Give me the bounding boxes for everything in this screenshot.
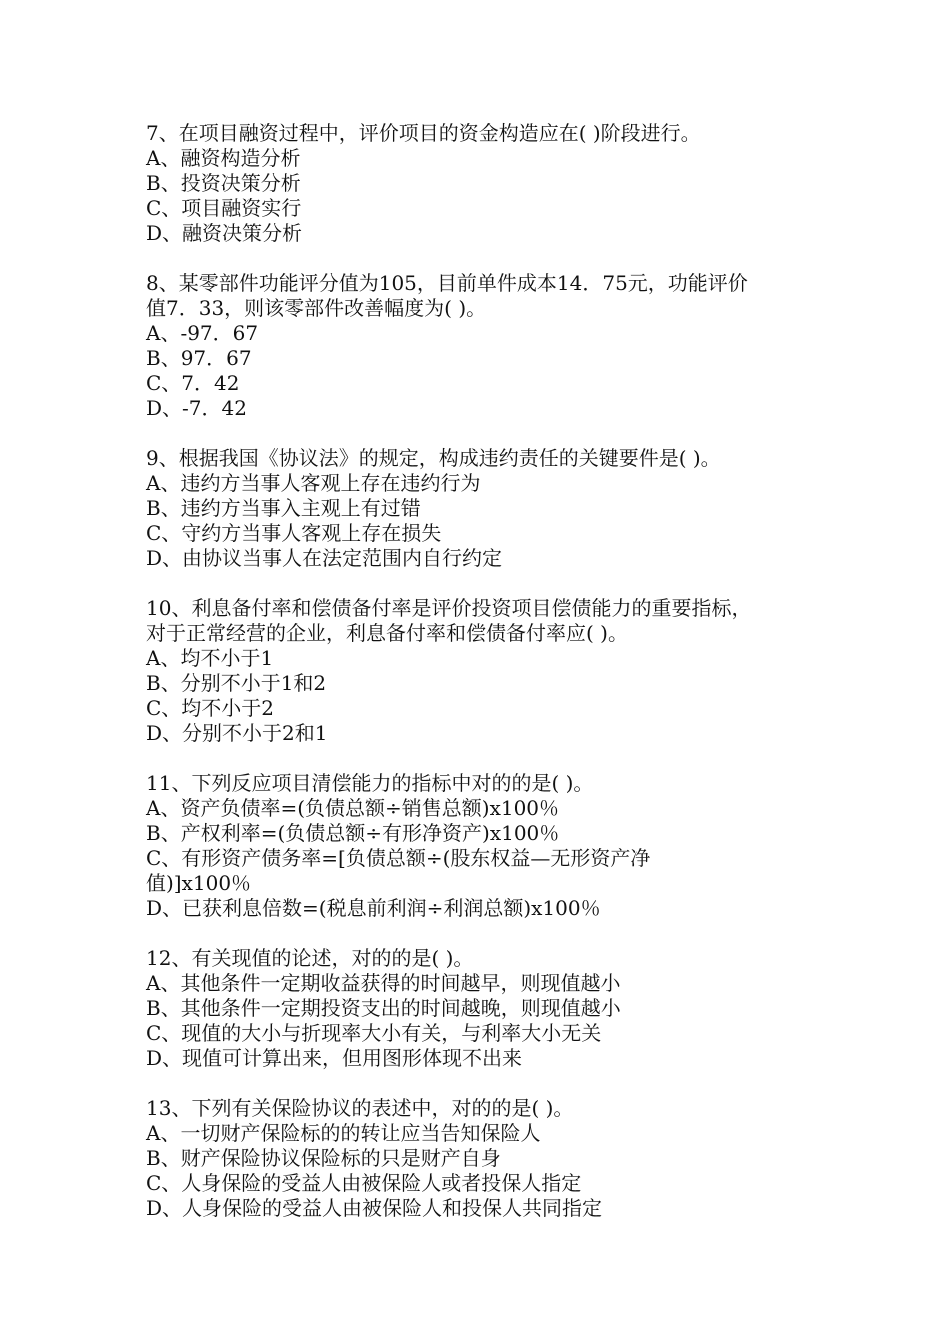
question-stem-line: 值7．33，则该零部件改善幅度为( )。 <box>146 296 487 320</box>
answer-option: A、资产负债率=(负债总额÷销售总额)x100％ <box>146 796 560 820</box>
question-block <box>146 596 826 746</box>
answer-option: C、7．42 <box>146 371 240 395</box>
question-stem <box>146 596 826 646</box>
answer-option: D、已获利息倍数=(税息前利润÷利润总额)x100％ <box>146 896 601 920</box>
answer-option: B、分别不小于1和2 <box>146 671 327 695</box>
answer-option: B、97．67 <box>146 346 252 370</box>
answer-option: C、有形资产债务率=[负债总额÷(股东权益—无形资产净 <box>146 846 651 870</box>
answer-option: D、分别不小于2和1 <box>146 721 328 745</box>
question-block <box>146 771 826 921</box>
question-stem <box>146 271 826 321</box>
answer-option: A、均不小于1 <box>146 646 274 670</box>
answer-option: D、现值可计算出来，但用图形体现不出来 <box>146 1046 523 1070</box>
answer-option: 值)]x100％ <box>146 871 252 895</box>
answer-option: C、现值的大小与折现率大小有关，与利率大小无关 <box>146 1021 602 1045</box>
answer-option: D、人身保险的受益人由被保险人和投保人共同指定 <box>146 1196 603 1220</box>
answer-option: B、财产保险协议保险标的只是财产自身 <box>146 1146 501 1170</box>
question-stem <box>146 1096 826 1121</box>
question-stem-line: 7、在项目融资过程中，评价项目的资金构造应在( )阶段进行。 <box>146 121 701 145</box>
question-stem <box>146 446 826 471</box>
answer-option: C、人身保险的受益人由被保险人或者投保人指定 <box>146 1171 582 1195</box>
question-stem-line: 对于正常经营的企业，利息备付率和偿债备付率应( )。 <box>146 621 628 645</box>
question-block <box>146 271 826 421</box>
answer-option: C、均不小于2 <box>146 696 275 720</box>
answer-option: D、由协议当事人在法定范围内自行约定 <box>146 546 503 570</box>
answer-option: B、其他条件一定期投资支出的时间越晚，则现值越小 <box>146 996 621 1020</box>
question-stem-line: 8、某零部件功能评分值为105，目前单件成本14．75元，功能评价 <box>146 271 748 295</box>
question-stem-line: 12、有关现值的论述，对的的是( )。 <box>146 946 474 970</box>
answer-option: A、融资构造分析 <box>146 146 301 170</box>
answer-option: B、产权利率=(负债总额÷有形净资产)x100％ <box>146 821 560 845</box>
question-stem <box>146 946 826 971</box>
question-stem <box>146 121 826 146</box>
question-block <box>146 1096 826 1221</box>
question-stem-line: 9、根据我国《协议法》的规定，构成违约责任的关键要件是( )。 <box>146 446 721 470</box>
question-stem <box>146 771 826 796</box>
answer-option: A、其他条件一定期收益获得的时间越早，则现值越小 <box>146 971 621 995</box>
answer-option: C、项目融资实行 <box>146 196 302 220</box>
question-block <box>146 946 826 1071</box>
answer-option: B、违约方当事入主观上有过错 <box>146 496 421 520</box>
document-page <box>146 121 826 1246</box>
answer-option: D、融资决策分析 <box>146 221 303 245</box>
question-block <box>146 121 826 246</box>
answer-option: C、守约方当事人客观上存在损失 <box>146 521 442 545</box>
answer-option: A、一切财产保险标的的转让应当告知保险人 <box>146 1121 541 1145</box>
question-stem-line: 13、下列有关保险协议的表述中，对的的是( )。 <box>146 1096 574 1120</box>
answer-option: B、投资决策分析 <box>146 171 301 195</box>
answer-option: A、-97．67 <box>146 321 259 345</box>
question-block <box>146 446 826 571</box>
answer-option: D、-7．42 <box>146 396 247 420</box>
question-stem-line: 11、下列反应项目清偿能力的指标中对的的是( )。 <box>146 771 594 795</box>
answer-option: A、违约方当事人客观上存在违约行为 <box>146 471 481 495</box>
question-stem-line: 10、利息备付率和偿债备付率是评价投资项目偿债能力的重要指标， <box>146 596 752 620</box>
